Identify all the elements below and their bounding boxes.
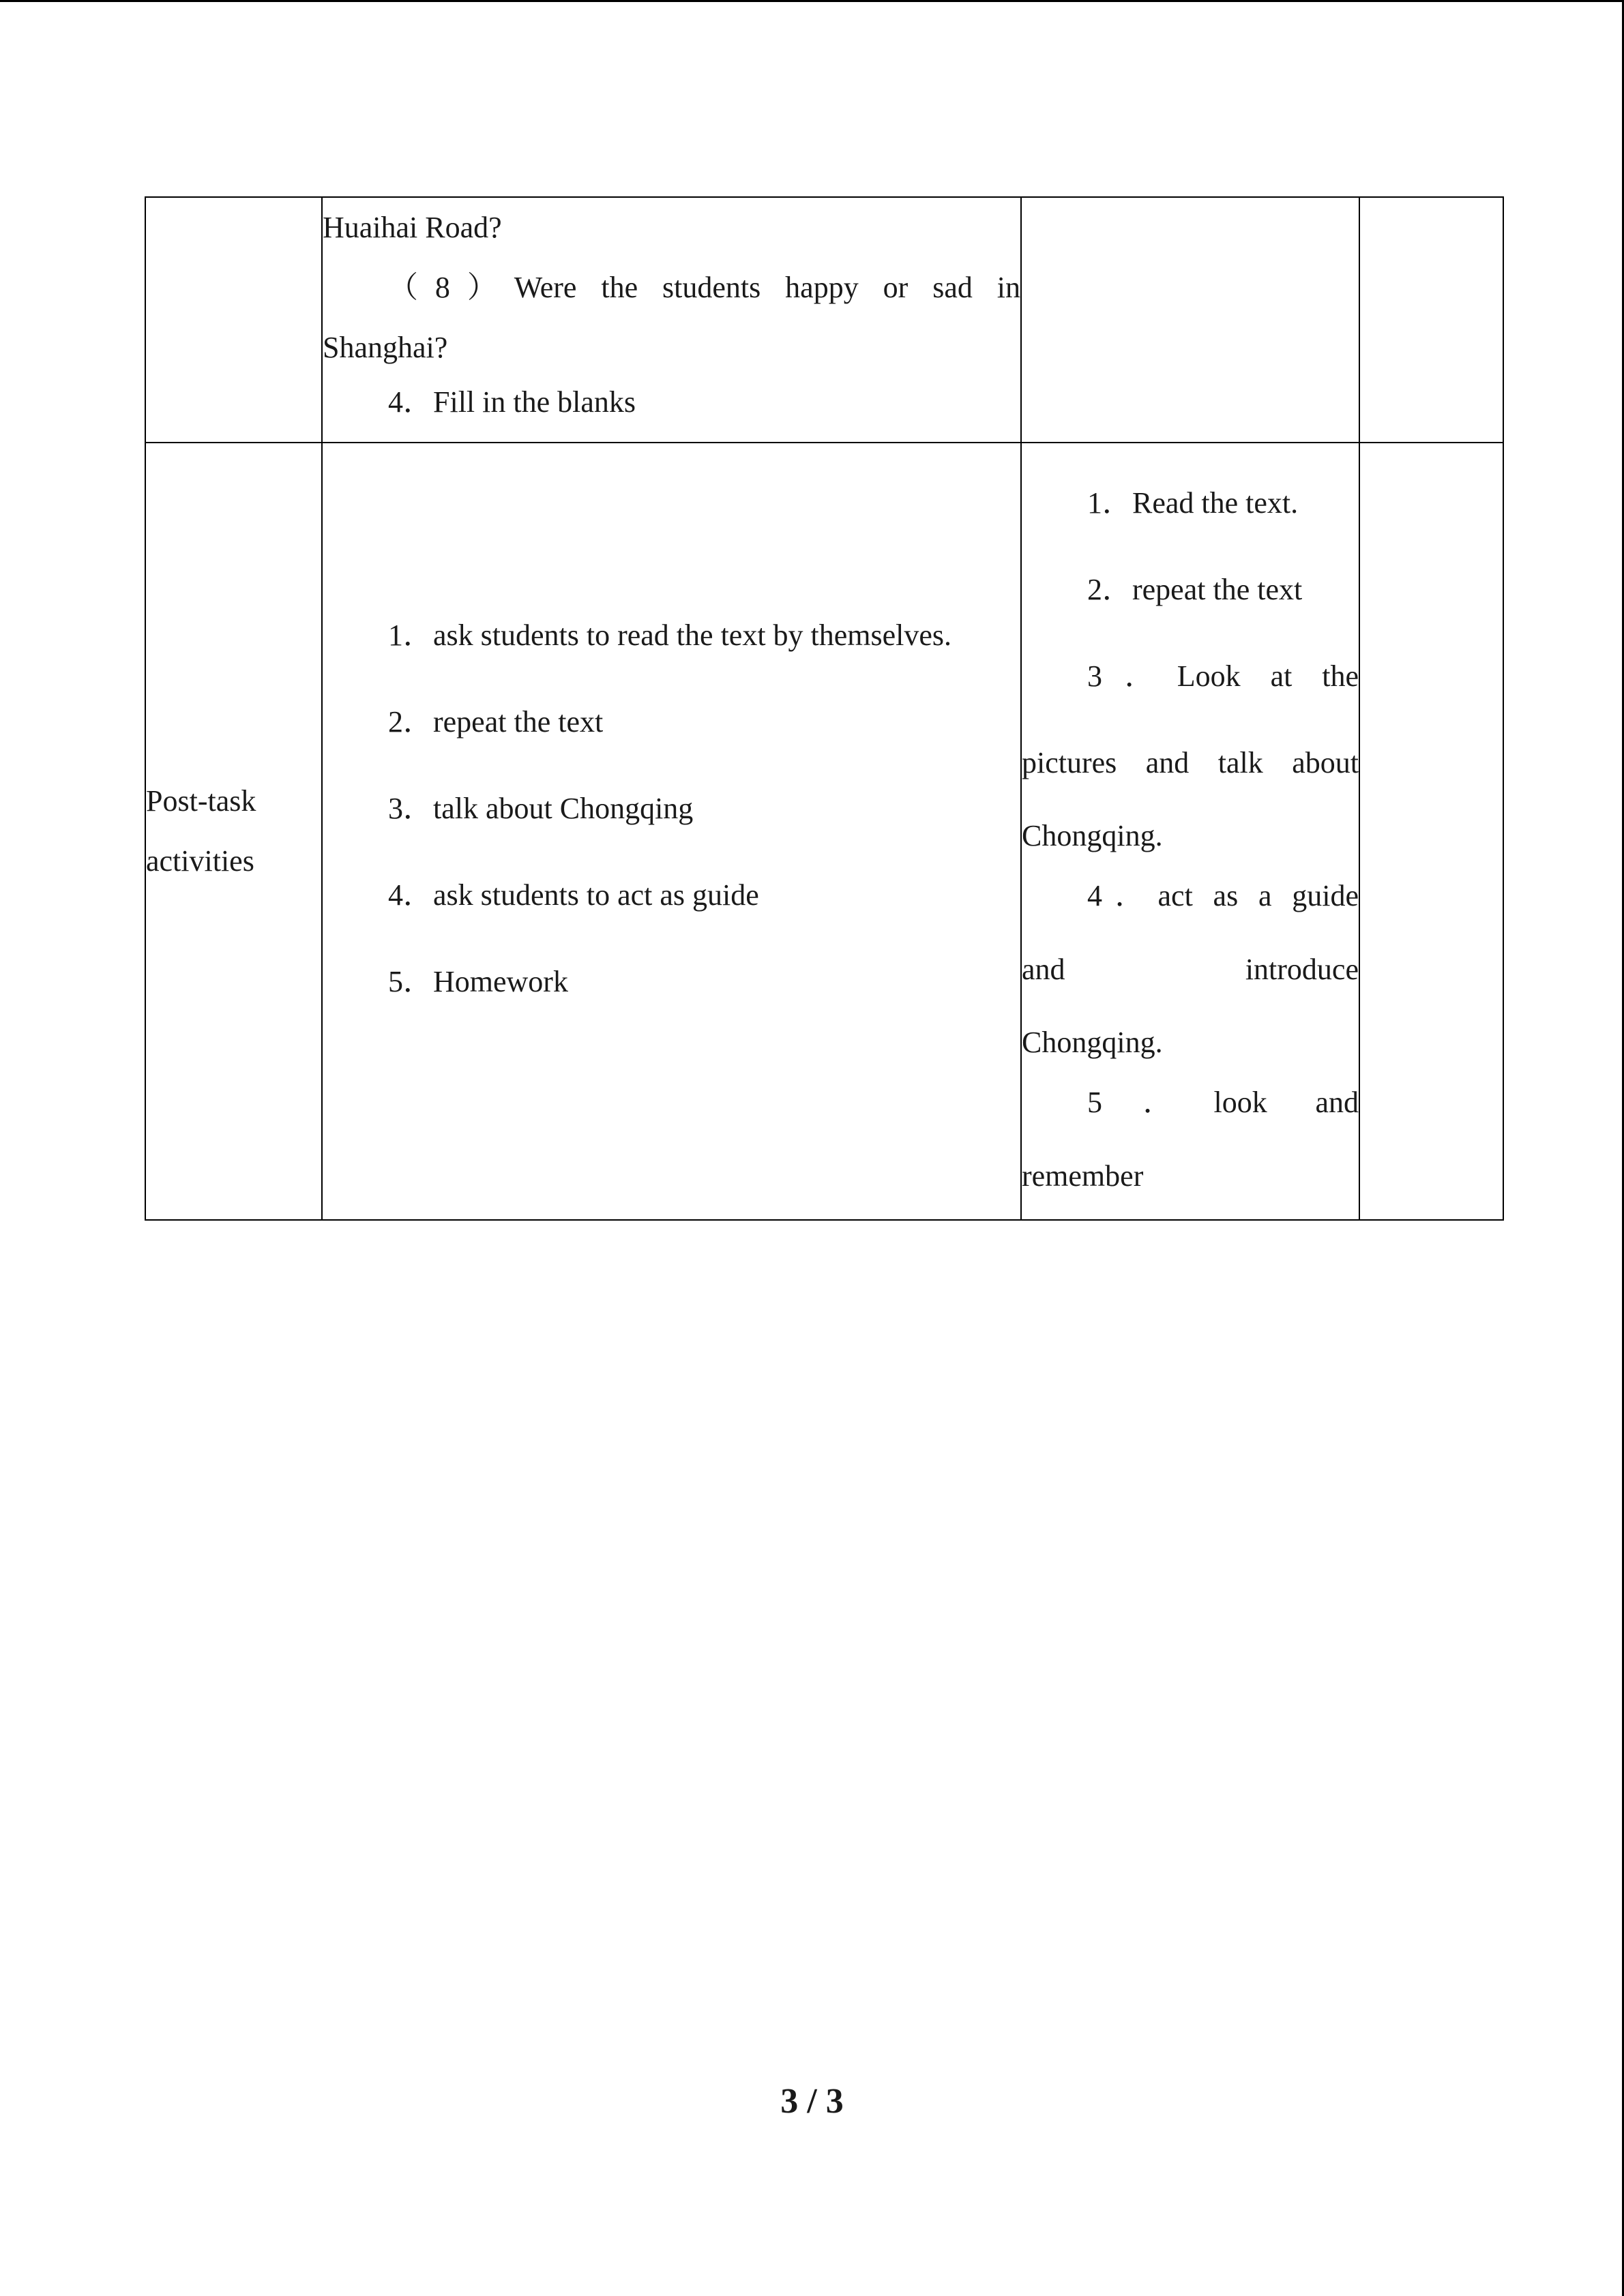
teacher-step: 1．ask students to read the text by themselves. bbox=[388, 618, 952, 652]
student-line: 5．look and bbox=[1087, 1086, 1359, 1119]
notes-cell-empty bbox=[1359, 197, 1503, 443]
stage-cell-empty bbox=[145, 197, 322, 443]
table-row bbox=[145, 443, 1503, 1220]
stage-cell bbox=[145, 443, 322, 1220]
teacher-activity-cell bbox=[322, 197, 1021, 443]
teacher-line: （8）Were the students happy or sad in bbox=[388, 271, 1020, 304]
student-line: 2．repeat the text bbox=[1087, 573, 1303, 606]
teacher-line: Huaihai Road? bbox=[323, 211, 502, 244]
student-activity-cell bbox=[1021, 443, 1359, 1220]
student-line: 1．Read the text. bbox=[1087, 486, 1299, 520]
teacher-step: 3．talk about Chongqing bbox=[388, 792, 694, 825]
stage-label: Post-task bbox=[146, 784, 256, 818]
teacher-step: 5．Homework bbox=[388, 965, 568, 998]
page-number: 3 / 3 bbox=[780, 2082, 844, 2121]
student-line: pictures and talk about bbox=[1022, 746, 1359, 779]
student-line: remember bbox=[1022, 1159, 1144, 1193]
notes-cell-empty bbox=[1359, 443, 1503, 1220]
stage-label: activities bbox=[146, 844, 254, 878]
teacher-step: 2．repeat the text bbox=[388, 705, 604, 739]
student-activity-cell-empty bbox=[1021, 197, 1359, 443]
page-top-border bbox=[0, 0, 1624, 2]
student-line: Chongqing. bbox=[1022, 1026, 1163, 1059]
teacher-activity-cell bbox=[322, 443, 1021, 1220]
lesson-plan-table bbox=[145, 196, 1504, 1221]
student-line: 4．act as a guide bbox=[1087, 879, 1359, 912]
teacher-step: 4．ask students to act as guide bbox=[388, 878, 759, 912]
table-row bbox=[145, 197, 1503, 443]
teacher-line: Shanghai? bbox=[323, 331, 448, 364]
student-line: and introduce bbox=[1022, 953, 1359, 986]
teacher-line: 4．Fill in the blanks bbox=[388, 385, 636, 419]
student-line: 3．Look at the bbox=[1087, 659, 1359, 693]
student-line: Chongqing. bbox=[1022, 819, 1163, 852]
